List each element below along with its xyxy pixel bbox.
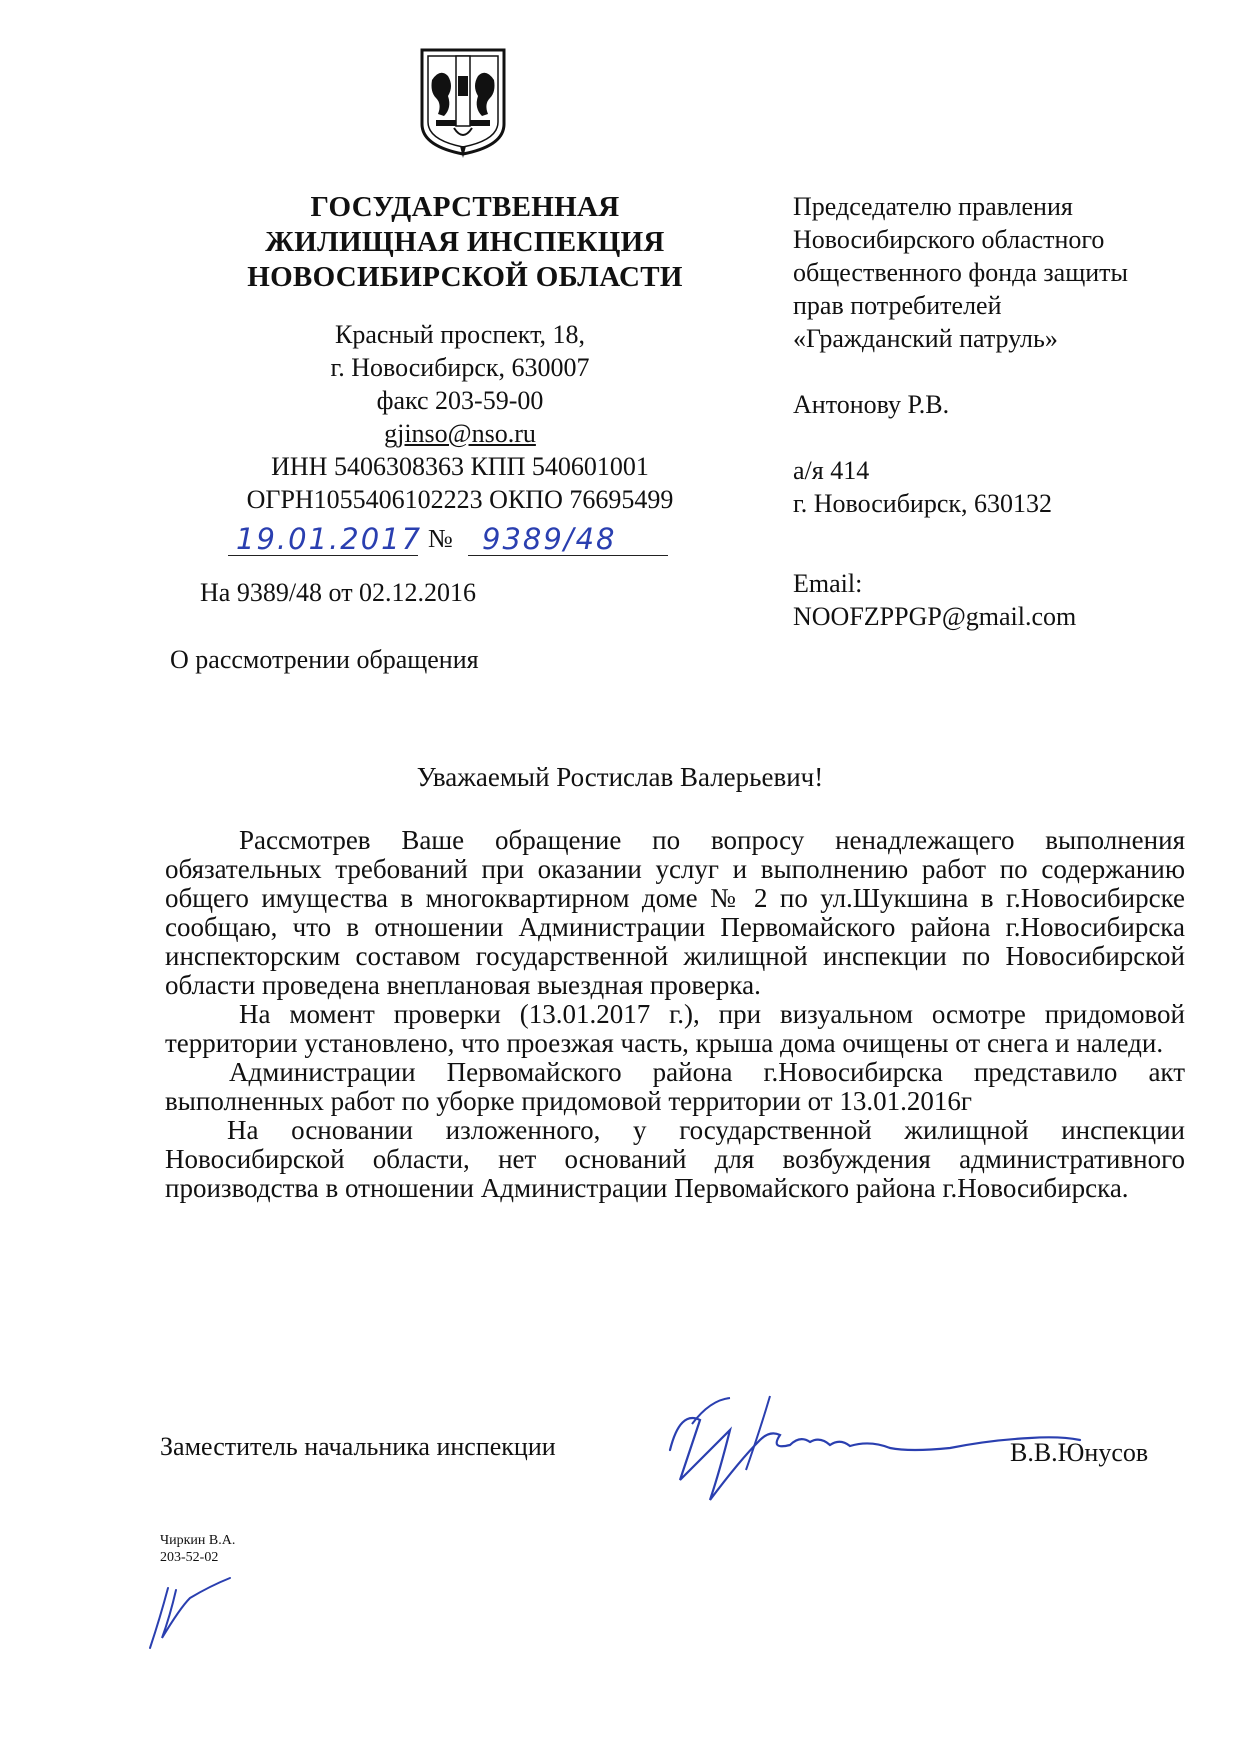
body-paragraph: Администрации Первомайского района г.Новосибирска представило акт выполненных работ по уборке придомовой территории от 13.01.2016г [165, 1057, 1185, 1116]
sender-address-line: Красный проспект, 18, [335, 320, 585, 349]
salutation: Уважаемый Ростислав Валерьевич! [416, 762, 824, 792]
sender-address-city: г. Новосибирск, 630007 [330, 353, 590, 382]
recipient-city: г. Новосибирск, 630132 [793, 489, 1053, 518]
body-paragraph: На основании изложенного, у государственной жилищной инспекции Новосибирской области, нет оснований для возбуждения административного производства в отношении Администрации Первомайского района г.Новосибирска. [165, 1115, 1185, 1203]
recipient-line: Новосибирского областного [793, 225, 1105, 254]
coat-of-arms-icon [418, 46, 508, 158]
executor-phone: 203-52-02 [160, 1550, 219, 1565]
letter-subject: О рассмотрении обращения [170, 645, 479, 674]
recipient-email-label: Email: [793, 569, 863, 598]
body-paragraph: На момент проверки (13.01.2017 г.), при визуальном осмотре придомовой территории установлено, что проезжая часть, крыша дома очищены от снега и наледи. [165, 999, 1185, 1058]
recipient-name: Антонову Р.В. [793, 390, 950, 419]
recipient-line: прав потребителей [793, 291, 1002, 320]
registration-number: 9389/48 [468, 522, 668, 556]
org-title-line: ЖИЛИЩНАЯ ИНСПЕКЦИЯ [265, 226, 665, 258]
sender-organization-title [210, 190, 720, 295]
executor-info [160, 1532, 235, 1566]
sender-fax: факс 203-59-00 [376, 386, 544, 415]
number-sign: № [428, 524, 453, 553]
signer-title: Заместитель начальника инспекции [160, 1432, 556, 1461]
sender-details [190, 318, 730, 516]
recipient-block [793, 190, 1213, 633]
recipient-line: общественного фонда защиты [793, 258, 1128, 287]
registration-date: 19.01.2017 [228, 522, 418, 556]
org-title-line: ГОСУДАРСТВЕННАЯ [310, 191, 620, 223]
recipient-email[interactable]: NOOFZPPGP@gmail.com [793, 602, 1077, 631]
handwritten-initials-icon [140, 1568, 240, 1658]
sender-ogrn-okpo: ОГРН1055406102223 ОКПО 76695499 [246, 485, 674, 514]
sender-inn-kpp: ИНН 5406308363 КПП 540601001 [271, 452, 649, 481]
sender-email-link[interactable]: gjinso@nso.ru [384, 419, 536, 448]
executor-name: Чиркин В.А. [160, 1533, 236, 1548]
reply-reference: На 9389/48 от 02.12.2016 [200, 578, 477, 607]
org-title-line: НОВОСИБИРСКОЙ ОБЛАСТИ [247, 261, 683, 293]
letter-body [165, 826, 1185, 1203]
registration-line [228, 522, 668, 562]
recipient-po-box: а/я 414 [793, 456, 870, 485]
body-paragraph: Рассмотрев Ваше обращение по вопросу ненадлежащего выполнения обязательных требований при оказании услуг и выполнению работ по содержанию общего имущества в многоквартирном доме № 2 по ул.Шукшина в г.Новосибирске сообщаю, что в отношении Администрации Первомайского района г.Новосибирска инспекторским составом государственной жилищной инспекции по Новосибирской области проведена внеплановая выездная проверка. [165, 825, 1185, 1000]
recipient-line: «Гражданский патруль» [793, 324, 1058, 353]
signer-name: В.В.Юнусов [1010, 1438, 1149, 1467]
recipient-line: Председателю правления [793, 192, 1073, 221]
